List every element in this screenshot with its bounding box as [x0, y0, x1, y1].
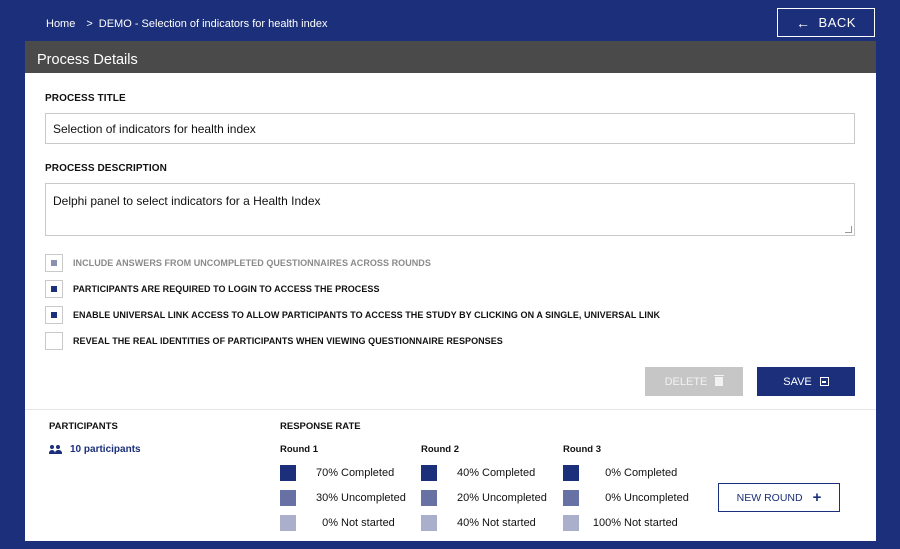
not-started-percent: 100% [592, 517, 621, 529]
completed-percent: 0% [605, 467, 621, 479]
require-login-checkbox[interactable] [45, 280, 63, 298]
include-uncompleted-label: INCLUDE ANSWERS FROM UNCOMPLETED QUESTIONNAIRES ACROSS ROUNDS [73, 258, 431, 268]
new-round-label: NEW ROUND [736, 491, 803, 504]
option-reveal-identities [45, 332, 503, 350]
completed-row [421, 465, 561, 481]
reveal-identities-label: REVEAL THE REAL IDENTITIES OF PARTICIPANTS WHEN VIEWING QUESTIONNAIRE RESPONSES [73, 336, 503, 346]
not-started-text: Not started [624, 517, 678, 529]
uncompleted-row [563, 490, 703, 506]
completed-text: Completed [341, 467, 395, 479]
completed-swatch [563, 465, 579, 481]
option-universal-link [45, 306, 660, 324]
process-title-input[interactable]: Selection of indicators for health index [45, 113, 855, 144]
process-description-textarea[interactable] [45, 183, 855, 236]
breadcrumb-separator: > [86, 18, 93, 30]
not-started-percent: 0% [322, 517, 338, 529]
new-round-button[interactable] [718, 483, 840, 512]
trash-icon [715, 377, 723, 386]
back-button-label: BACK [818, 15, 856, 30]
round-title: Round 2 [421, 444, 459, 455]
response-rate-label: RESPONSE RATE [280, 421, 361, 432]
participants-link[interactable] [49, 444, 141, 455]
not-started-swatch [280, 515, 296, 531]
universal-link-label: ENABLE UNIVERSAL LINK ACCESS TO ALLOW PARTICIPANTS TO ACCESS THE STUDY BY CLICKING ON A SINGLE, UNIVERSAL LINK [73, 310, 661, 320]
uncompleted-row [421, 490, 561, 506]
save-button-label: SAVE [783, 375, 812, 388]
uncompleted-swatch [421, 490, 437, 506]
participants-count: 10 participants [70, 444, 141, 455]
uncompleted-percent: 30% [315, 492, 338, 504]
require-login-label: PARTICIPANTS ARE REQUIRED TO LOGIN TO ACCESS THE PROCESS [73, 284, 380, 294]
completed-text: Completed [482, 467, 536, 479]
uncompleted-percent: 20% [456, 492, 479, 504]
plus-icon: + [812, 488, 822, 506]
delete-button-label: DELETE [664, 375, 708, 388]
completed-text: Completed [624, 467, 678, 479]
completed-percent: 70% [315, 467, 338, 479]
participants-label: PARTICIPANTS [49, 421, 118, 432]
uncompleted-text: Uncompleted [624, 492, 689, 504]
process-description-text: Delphi panel to select indicators for a Health Index [53, 194, 321, 208]
save-icon [820, 377, 829, 386]
resize-grip-icon[interactable] [845, 226, 852, 233]
round-title: Round 3 [563, 444, 601, 455]
completed-percent: 40% [456, 467, 479, 479]
completed-row [563, 465, 703, 481]
uncompleted-text: Uncompleted [482, 492, 547, 504]
not-started-percent: 40% [456, 517, 479, 529]
completed-swatch [421, 465, 437, 481]
uncompleted-text: Uncompleted [341, 492, 406, 504]
completed-swatch [280, 465, 296, 481]
people-icon [49, 445, 62, 454]
round-1-stats [280, 444, 420, 540]
section-divider [25, 409, 876, 410]
breadcrumb-home-link[interactable]: Home [46, 18, 76, 30]
back-button[interactable] [777, 8, 875, 37]
round-2-stats [421, 444, 561, 540]
arrow-left-icon: ← [796, 14, 811, 31]
reveal-identities-checkbox[interactable] [45, 332, 63, 350]
not-started-text: Not started [482, 517, 536, 529]
option-include-uncompleted [45, 254, 431, 272]
option-require-login [45, 280, 380, 298]
uncompleted-swatch [563, 490, 579, 506]
not-started-row [421, 515, 561, 531]
process-title-label: PROCESS TITLE [45, 93, 126, 104]
breadcrumb [46, 18, 327, 30]
delete-button [645, 367, 743, 396]
round-title: Round 1 [280, 444, 318, 455]
include-uncompleted-checkbox [45, 254, 63, 272]
not-started-swatch [563, 515, 579, 531]
card-header: Process Details [25, 41, 876, 73]
round-3-stats [563, 444, 703, 540]
uncompleted-percent: 0% [605, 492, 621, 504]
breadcrumb-current: DEMO - Selection of indicators for health index [98, 18, 328, 30]
process-details-card [25, 41, 876, 541]
not-started-swatch [421, 515, 437, 531]
completed-row [280, 465, 420, 481]
universal-link-checkbox[interactable] [45, 306, 63, 324]
uncompleted-row [280, 490, 420, 506]
process-description-label: PROCESS DESCRIPTION [45, 163, 167, 174]
not-started-row [280, 515, 420, 531]
uncompleted-swatch [280, 490, 296, 506]
not-started-row [563, 515, 703, 531]
save-button[interactable] [757, 367, 855, 396]
not-started-text: Not started [341, 517, 395, 529]
